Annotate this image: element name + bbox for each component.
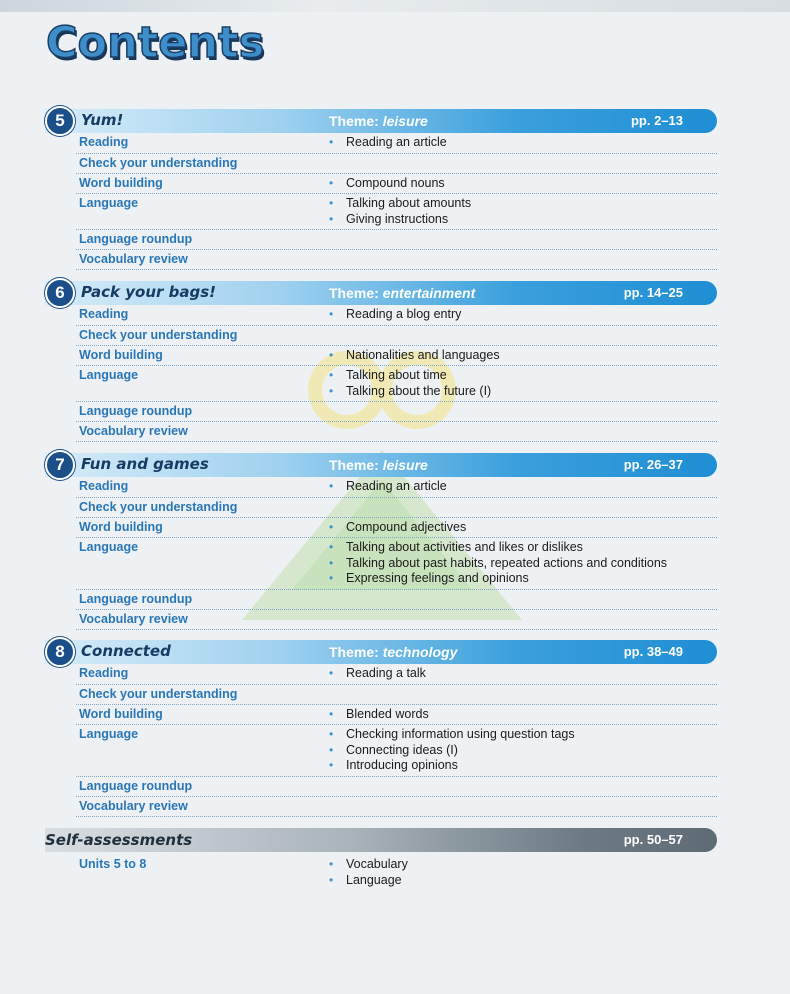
topic-item: • Talking about past habits, repeated actions and conditions xyxy=(328,556,717,572)
theme-label: Theme: xyxy=(329,644,379,660)
unit-rows xyxy=(76,477,717,630)
topic-list xyxy=(328,520,717,536)
topic-list xyxy=(328,156,717,171)
unit-pages: pp. 26–37 xyxy=(623,457,683,472)
topic-list xyxy=(328,500,717,515)
contents-row xyxy=(76,477,717,498)
section-label: Language roundup xyxy=(79,591,193,606)
contents-row xyxy=(76,685,717,705)
unit-title: Yum! xyxy=(81,111,124,129)
topic-list xyxy=(328,707,717,723)
contents-row xyxy=(76,705,717,726)
topic-list xyxy=(328,687,717,702)
unit-title: Fun and games xyxy=(81,455,209,473)
topic-item: • Reading a blog entry xyxy=(328,307,717,323)
unit-pages: pp. 2–13 xyxy=(630,113,683,128)
topic-item: • Compound nouns xyxy=(328,176,717,192)
contents-row xyxy=(76,326,717,346)
section-label: Reading xyxy=(79,666,129,680)
topic-list xyxy=(328,404,717,419)
section-label: Language roundup xyxy=(79,232,193,246)
section-label: Check your understanding xyxy=(79,327,238,342)
section-label: Word building xyxy=(79,519,163,534)
unit-rows xyxy=(76,305,717,442)
unit-section xyxy=(45,109,717,270)
self-assessments-section xyxy=(45,828,717,890)
self-assessments-header xyxy=(45,828,717,852)
contents-row xyxy=(76,366,717,402)
topic-list xyxy=(328,424,717,439)
self-assessment-row xyxy=(76,852,717,890)
contents-row xyxy=(76,346,717,367)
theme-label: Theme: xyxy=(329,285,379,301)
unit-number-badge: 7 xyxy=(45,450,75,480)
topic-list xyxy=(328,135,717,151)
self-assessments-rows xyxy=(76,852,717,890)
theme-value: technology xyxy=(382,644,458,660)
unit-theme xyxy=(329,113,428,129)
unit-title: Connected xyxy=(81,642,171,660)
topic-item: • Reading an article xyxy=(328,479,717,495)
unit-section xyxy=(45,281,717,442)
theme-value: entertainment xyxy=(382,285,476,301)
section-label: Language xyxy=(79,368,139,382)
topic-list xyxy=(328,232,717,247)
section-label: Language xyxy=(79,540,139,554)
self-assessments-pages: pp. 50–57 xyxy=(623,832,683,847)
contents-row xyxy=(76,422,717,442)
unit-rows xyxy=(76,133,717,270)
contents-row xyxy=(76,518,717,539)
contents-row xyxy=(76,610,717,630)
topic-list xyxy=(328,779,717,794)
topic-item: • Giving instructions xyxy=(328,212,717,228)
contents-row xyxy=(76,725,717,777)
contents-row xyxy=(76,305,717,326)
section-label: Vocabulary review xyxy=(79,611,188,626)
topic-list xyxy=(328,592,717,607)
topic-item: • Nationalities and languages xyxy=(328,348,717,364)
unit-section xyxy=(45,453,717,630)
topic-list xyxy=(328,307,717,323)
contents-row xyxy=(76,402,717,422)
unit-title: Pack your bags! xyxy=(81,283,216,301)
contents-row xyxy=(76,590,717,610)
section-label: Word building xyxy=(79,706,163,721)
section-label: Vocabulary review xyxy=(79,424,188,438)
unit-header xyxy=(45,453,717,477)
contents-row xyxy=(76,230,717,250)
topic-item: • Introducing opinions xyxy=(328,758,717,774)
topic-list xyxy=(328,727,717,774)
topic-list xyxy=(328,348,717,364)
topic-item: • Blended words xyxy=(328,707,717,723)
section-label: Vocabulary review xyxy=(79,798,188,813)
topic-item: • Language xyxy=(328,873,717,889)
page-title: Contents xyxy=(46,18,265,68)
topic-list xyxy=(328,252,717,267)
theme-value: leisure xyxy=(382,113,428,129)
contents-row xyxy=(76,664,717,685)
contents-row xyxy=(76,538,717,590)
topic-list xyxy=(328,479,717,495)
contents-row xyxy=(76,194,717,230)
unit-number-badge: 8 xyxy=(45,637,75,667)
topic-item: • Talking about activities and likes or dislikes xyxy=(328,540,717,556)
section-label: Reading xyxy=(79,479,129,493)
topic-item: • Reading a talk xyxy=(328,666,717,682)
topic-item: • Connecting ideas (I) xyxy=(328,743,717,759)
section-label: Reading xyxy=(79,307,129,321)
section-label: Language roundup xyxy=(79,404,193,418)
topic-item: • Vocabulary xyxy=(328,857,717,873)
topic-item: • Checking information using question tags xyxy=(328,727,717,743)
topic-list xyxy=(328,540,717,587)
section-label: Language xyxy=(79,196,139,210)
unit-pages: pp. 14–25 xyxy=(623,285,683,300)
section-label: Word building xyxy=(79,347,163,362)
topic-item: • Talking about time xyxy=(328,368,717,384)
unit-theme xyxy=(329,644,457,660)
section-label: Check your understanding xyxy=(79,155,238,170)
topic-list xyxy=(328,176,717,192)
topic-item: • Talking about the future (I) xyxy=(328,384,717,400)
topic-list xyxy=(328,799,717,814)
section-label: Language roundup xyxy=(79,778,193,793)
topic-list xyxy=(328,612,717,627)
topic-item: • Reading an article xyxy=(328,135,717,151)
section-label: Check your understanding xyxy=(79,499,238,514)
unit-rows xyxy=(76,664,717,817)
theme-label: Theme: xyxy=(329,113,379,129)
section-label: Vocabulary review xyxy=(79,252,188,266)
unit-header xyxy=(45,109,717,133)
contents-row xyxy=(76,797,717,817)
topic-list xyxy=(328,368,717,399)
section-label: Word building xyxy=(79,175,163,190)
contents-row xyxy=(76,498,717,518)
self-assessment-label: Units 5 to 8 xyxy=(79,857,147,871)
unit-header xyxy=(45,281,717,305)
unit-theme xyxy=(329,457,428,473)
unit-number-badge: 5 xyxy=(45,106,75,136)
section-label: Check your understanding xyxy=(79,686,238,701)
theme-label: Theme: xyxy=(329,457,379,473)
topic-list xyxy=(328,328,717,343)
unit-number-badge: 6 xyxy=(45,278,75,308)
topic-item: • Talking about amounts xyxy=(328,196,717,212)
topic-list xyxy=(328,666,717,682)
unit-pages: pp. 38–49 xyxy=(623,644,683,659)
topic-item: • Expressing feelings and opinions xyxy=(328,571,717,587)
contents-row xyxy=(76,250,717,270)
contents-row xyxy=(76,154,717,174)
unit-section xyxy=(45,640,717,817)
topic-list xyxy=(328,196,717,227)
self-assessments-title: Self-assessments xyxy=(45,831,193,849)
contents-row xyxy=(76,133,717,154)
topic-item: • Compound adjectives xyxy=(328,520,717,536)
section-label: Language xyxy=(79,727,139,741)
top-edge-bar xyxy=(0,0,790,12)
contents-row xyxy=(76,777,717,797)
section-label: Reading xyxy=(79,135,129,149)
unit-header xyxy=(45,640,717,664)
contents-row xyxy=(76,174,717,195)
unit-theme xyxy=(329,285,475,301)
self-assessment-topics xyxy=(328,857,717,888)
theme-value: leisure xyxy=(382,457,428,473)
